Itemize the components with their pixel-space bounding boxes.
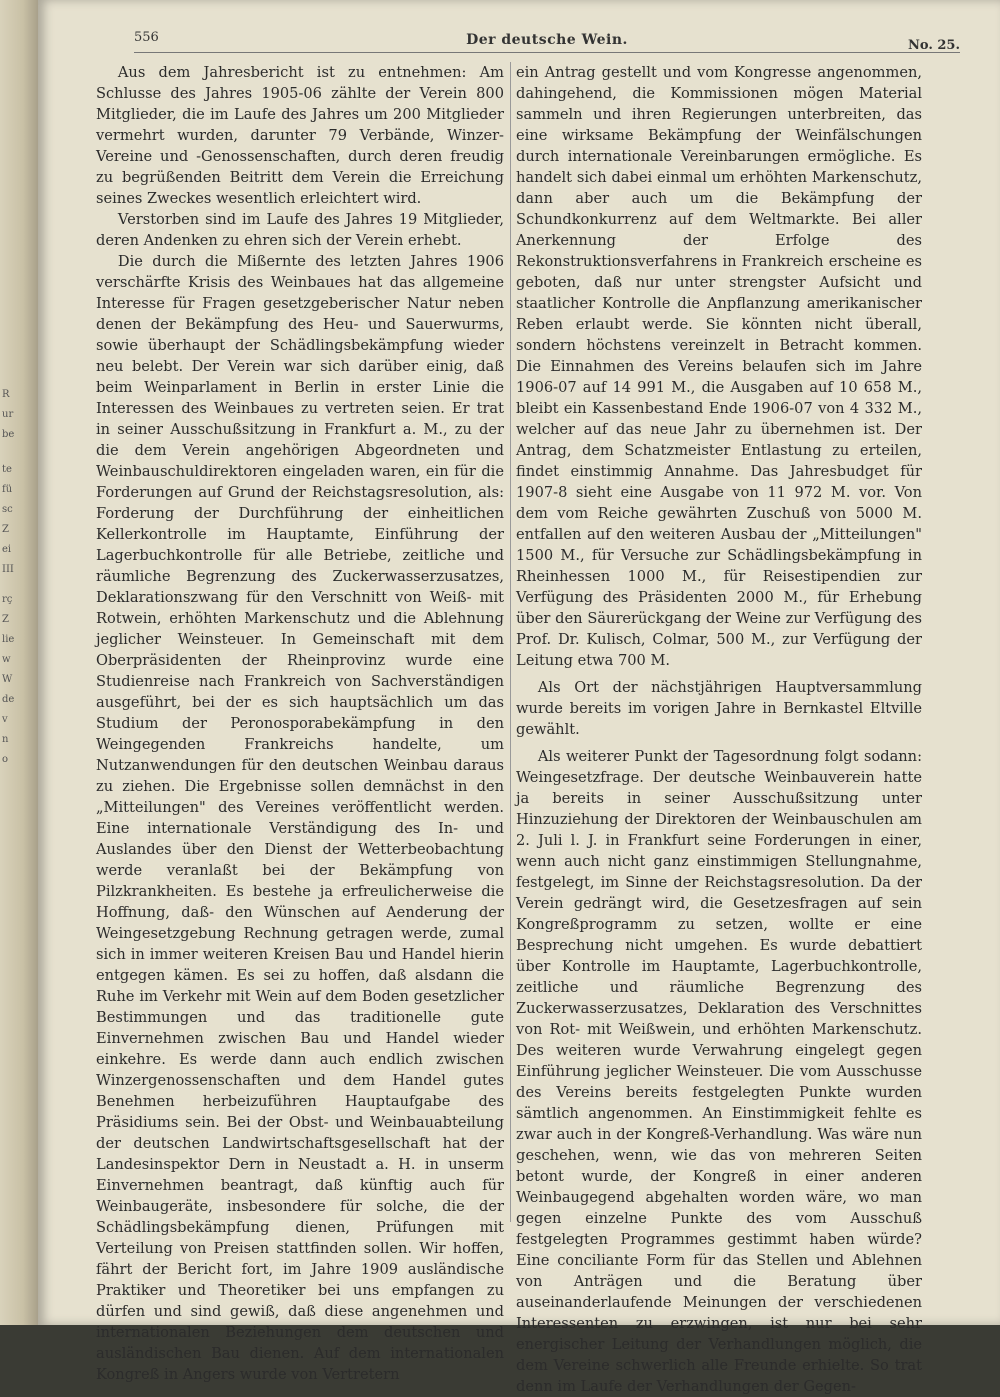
margin-fragment: ur [2, 409, 14, 420]
journal-title: Der deutsche Wein. [466, 32, 628, 48]
margin-fragment: be [2, 429, 15, 440]
margin-fragment: R [2, 389, 10, 400]
issue-number: No. 25. [908, 38, 960, 53]
margin-fragment: III [2, 564, 14, 575]
margin-fragment: rç [2, 594, 13, 605]
margin-fragment: Z [2, 614, 9, 625]
adjacent-page-edge [0, 0, 38, 1325]
margin-fragment: v [2, 714, 8, 725]
paragraph: Aus dem Jahresbericht ist zu entnehmen: Am Schlusse des Jahres 1905-06 zählte der Verein 800 Mitglieder, die im Laufe des Jahres um 200 Mitglieder vermehrt wurden, darunter 79 Verbände, Winzer-Vereine und -Genossenschaften, durch deren freudig zu begrüßenden Beitritt dem Verein die Erreichung seines Zweckes wesentlich erleichtert wird. [96, 64, 504, 207]
margin-fragment: W [2, 674, 13, 685]
page-number: 556 [134, 30, 159, 45]
paragraph: Die durch die Mißernte des letzten Jahres 1906 verschärfte Krisis des Weinbaues hat das allgemeine Interesse für Fragen gesetzgeberischer Natur neben denen der Bekämpfung des Heu- und Sauerwurms, sowie überhaupt der Schädlingsbekämpfung wieder neu belebt. Der Verein war sich darüber einig, daß beim Weinparlament in Berlin in erster Linie die Interessen des Weinbaues zu vertreten seien. Er trat in seiner Ausschußsitzung in Frankfurt a. M., zu der die dem Verein angehörigen Abgeordneten und Weinbauschuldirektoren eingeladen waren, ein für die Forderungen auf Grund der Reichstagsresolution, als: Forderung der Durchführung der einheitlichen Kellerkontrolle im Hauptamte, Einführung der Lagerbuchkontrolle für alle Betriebe, zeitliche und räumliche Begrenzung des Zuckerwasserzusatzes, Deklarationszwang für den Verschnitt von Weiß- mit Rotwein, erhöhten Markenschutz und die Ablehnung jeglicher Weinsteuer. In Gemeinschaft mit dem Oberpräsidenten der Rheinprovinz wurde eine Studienreise nach Frankreich von Sachverständigen ausgeführt, bei der es sich hauptsächlich um das Studium der Peronosporabekämpfung in den Weingegenden Frankreichs handelte, um Nutzanwendungen für den deutschen Weinbau daraus zu ziehen. Die Ergebnisse sollen demnächst in den „Mitteilungen" des Vereines veröffentlicht werden. Eine internationale Verständigung des In- und Auslandes über den Dienst der Wetterbeobachtung werde veranlaßt bei der Bekämpfung von Pilzkrankheiten. Es bestehe ja erfreulicherweise die Hoffnung, daß- den Wünschen auf Aenderung der Weingesetzgebung Rechnung getragen werde, zumal sich in immer weiteren Kreisen Bau und Handel hierin entgegen kämen. Es sei zu hoffen, daß alsdann die Ruhe im Verkehr mit Wein auf dem Boden gesetzlicher Bestimmungen und das traditionelle gute Einvernehmen zwischen Bau und Handel wieder einkehre. Es werde dann auch endlich zwischen Winzergenossenschaften und dem Handel gutes Benehmen herbeizuführen Hauptaufgabe des Präsidiums sein. Bei der Obst- und Weinbauabteilung der deutschen Landwirtschaftsgesellschaft hat der Landesinspektor Dern in Neustadt a. H. in unserm Einvernehmen beantragt, daß künftig auch für Weinbaugeräte, insbesondere für solche, die der Schädlingsbekämpfung dienen, Prüfungen mit Verteilung von Preisen stattfinden sollen. Wir hoffen, fährt der Bericht fort, im Jahre 1909 ausländische Praktiker und Theoretiker bei uns empfangen zu dürfen und sind gewiß, daß diese angenehmen und internationalen Beziehungen dem deutschen und ausländischen Bau dienen. Auf dem internationalen Kongreß in Angers wurde von Vertretern [96, 253, 504, 1383]
column-divider [510, 62, 511, 1222]
margin-fragment: w [2, 654, 11, 665]
margin-fragment: te [2, 464, 12, 475]
margin-fragment: Z [2, 524, 9, 535]
paragraph: Als weiterer Punkt der Tagesordnung folgt sodann: Weingesetzfrage. Der deutsche Weinbauverein hatte ja bereits in seiner Ausschußsitzung unter Hinzuziehung der Direktoren der Weinbauschulen am 2. Juli l. J. in Frankfurt seine Forderungen in einer, wenn auch nicht ganz einstimmigen Stellungnahme, festgelegt, im Sinne der Reichstagsresolution. Da der Verein gedrängt wird, die Gesetzesfragen auf sein Kongreßprogramm zu setzen, wollte er eine Besprechung nicht umgehen. Es wurde debattiert über Kontrolle im Hauptamte, Lagerbuchkontrolle, zeitliche und räumliche Begrenzung des Zuckerwasserzusatzes, Deklaration des Verschnittes von Rot- mit Weißwein, und erhöhten Markenschutz. Des weiteren wurde Verwahrung eingelegt gegen Einführung jeglicher Weinsteuer. Die vom Ausschusse des Vereins bereits festgelegten Punkte wurden sämtlich angenommen. An Einstimmigkeit fehlte es zwar auch in der Kongreß-Verhandlung. Was wäre nun geschehen, wenn, wie das von mehreren Seiten betont wurde, der Kongreß in einer anderen Weinbaugegend abgehalten worden wäre, wo man gegen einzelne Punkte des vom Ausschuß festgelegten Programmes gestimmt haben würde? Eine conciliante Form für das Stellen und Ablehnen von Anträgen und die Beratung über auseinanderlaufende Meinungen der verschiedenen Interessenten zu erzwingen, ist nur bei sehr energischer Leitung der Verhandlungen möglich, die dem Vereine schwerlich alle Freunde erhielte. So trat denn im Laufe der Verhandlungen der Gegen- [516, 748, 922, 1395]
paragraph: Als Ort der nächstjährigen Hauptversammlung wurde bereits im vorigen Jahre in Bernkastel Eltville gewählt. [516, 679, 922, 738]
margin-fragment: de [2, 694, 15, 705]
margin-fragment: n [2, 734, 9, 745]
right-column [516, 62, 922, 1397]
paragraph: Verstorben sind im Laufe des Jahres 19 Mitglieder, deren Andenken zu ehren sich der Verein erhebt. [96, 211, 504, 249]
margin-fragment: fü [2, 484, 13, 495]
margin-fragment: sc [2, 504, 13, 515]
margin-fragment: ei [2, 544, 12, 555]
margin-fragment: o [2, 754, 9, 765]
margin-fragment: lie [2, 634, 15, 645]
left-column [96, 62, 504, 1385]
paragraph: ein Antrag gestellt und vom Kongresse angenommen, dahingehend, die Kommissionen mögen Material sammeln und ihren Regierungen unterbreiten, das eine wirksame Bekämpfung der Weinfälschungen durch internationale Vereinbarungen ermögliche. Es handelt sich dabei einmal um erhöhten Markenschutz, dann aber auch um die Bekämpfung der Schundkonkurrenz auf dem Weltmarkte. Bei aller Anerkennung der Erfolge des Rekonstruktionsverfahrens in Frankreich erscheine es geboten, daß nur unter strengster Aufsicht und staatlicher Kontrolle die Anpflanzung amerikanischer Reben erlaubt werde. Sie könnten nicht überall, sondern höchstens vereinzelt in Betracht kommen. Die Einnahmen des Vereins belaufen sich im Jahre 1906-07 auf 14 991 M., die Ausgaben auf 10 658 M., bleibt ein Kassenbestand Ende 1906-07 von 4 332 M., welcher auf das neue Jahr zu übernehmen ist. Der Antrag, dem Schatzmeister Entlastung zu erteilen, findet einstimmig Annahme. Das Jahresbudget für 1907-8 sieht eine Ausgabe von 11 972 M. vor. Von dem vom Reiche gewährten Zuschuß von 5000 M. entfallen auf den weiteren Ausbau der „Mitteilungen" 1500 M., für Versuche zur Schädlingsbekämpfung in Rheinhessen 1000 M., für Reisestipendien zur Verfügung des Präsidenten 2000 M., für Erhebung über den Säurerückgang der Weine zur Verfügung des Prof. Dr. Kulisch, Colmar, 500 M., zur Verfügung der Leitung etwa 700 M. [516, 64, 922, 669]
page-header [134, 26, 960, 53]
